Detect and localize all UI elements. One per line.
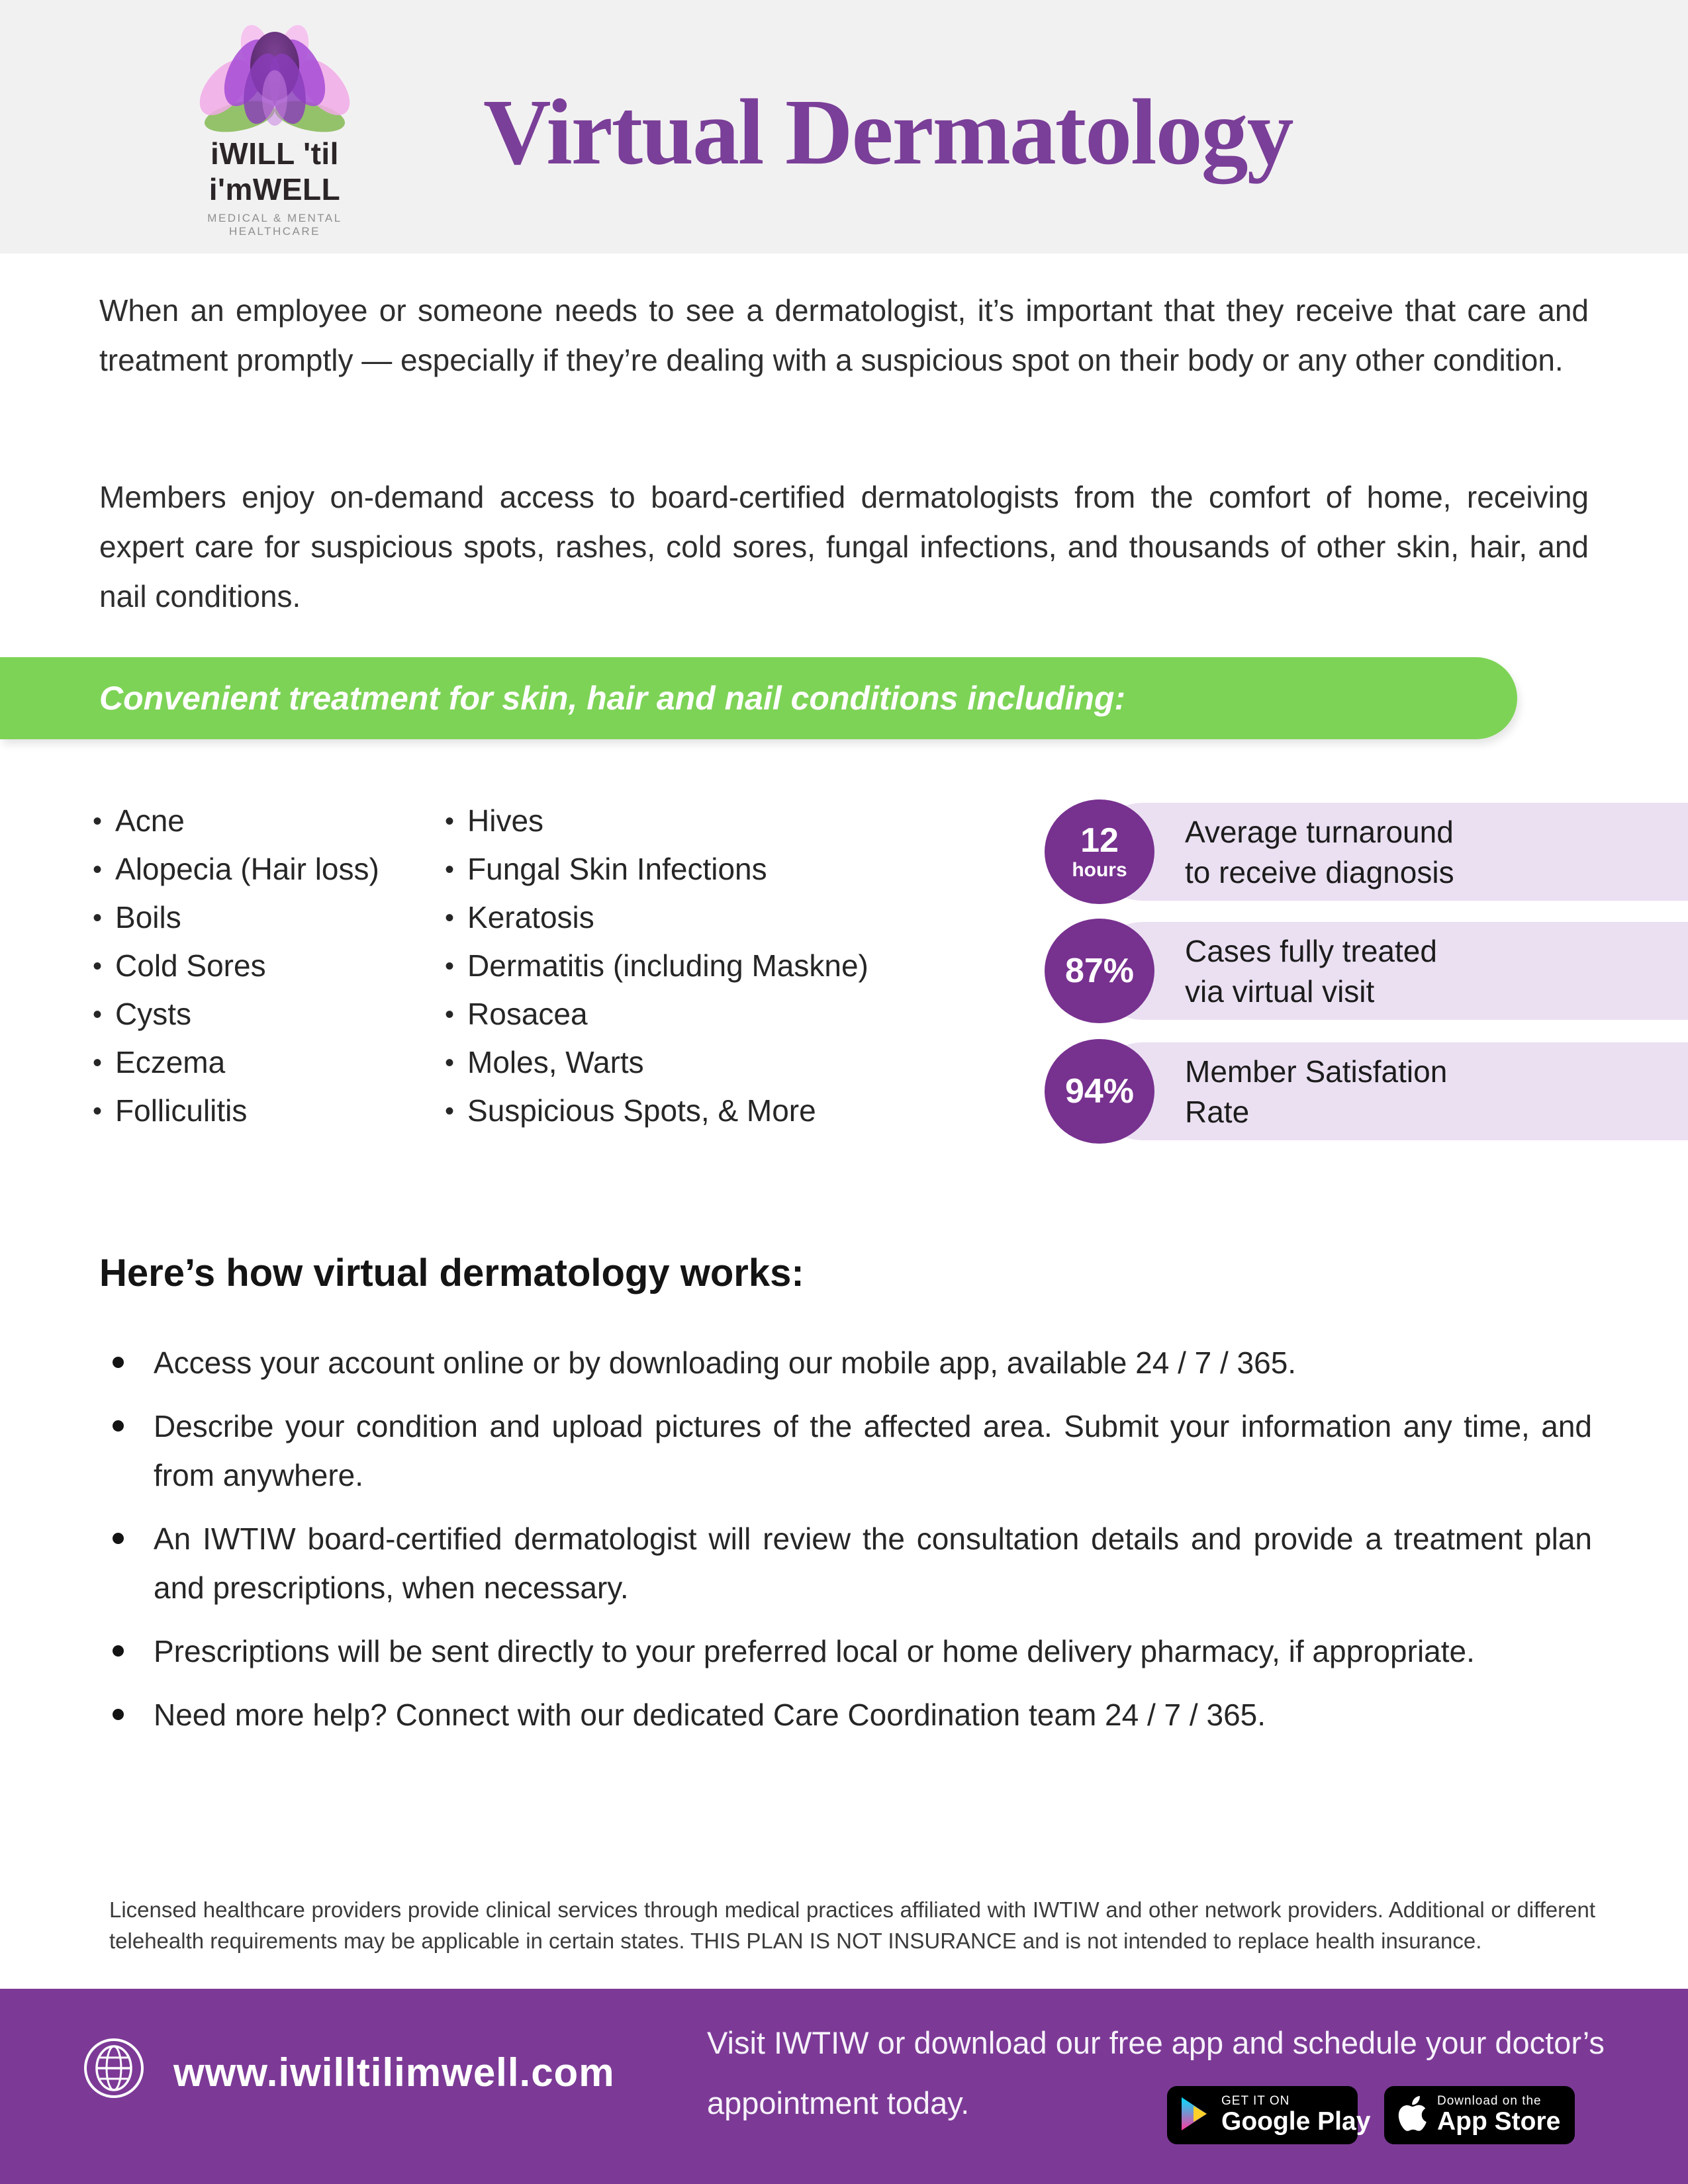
stat-satisfaction — [1045, 1039, 1688, 1145]
condition-item: • Alopecia (Hair loss) — [93, 846, 379, 894]
stat-treated — [1045, 919, 1688, 1024]
apple-icon — [1397, 2096, 1427, 2135]
store-badges — [1167, 2086, 1575, 2144]
stat-line-1: Cases fully treated — [1185, 934, 1437, 968]
intro-paragraph-2: Members enjoy on-demand access to board-certified dermatologists from the comfort of home, receiving expert care for suspicious spots, rashes, cold sores, fungal infections, and thousands of other skin, hair, and nail conditions. — [99, 480, 1589, 614]
condition-item: • Acne — [93, 797, 379, 846]
how-step: An IWTIW board-certified dermatologist will review the consultation details and provide a treatment plan and prescriptions, when necessary. — [106, 1514, 1592, 1612]
how-it-works-heading: Here’s how virtual dermatology works: — [99, 1251, 804, 1295]
how-step: Prescriptions will be sent directly to your preferred local or home delivery pharmacy, if appropriate. — [106, 1627, 1592, 1676]
stat-badge — [1045, 799, 1154, 904]
stat-line-2: to receive diagnosis — [1185, 855, 1454, 889]
legal-disclaimer: Licensed healthcare providers provide clinical services through medical practices affiliated with IWTIW and other network providers. Additional or different telehealth requirements may be applicable in certain states. THIS PLAN IS NOT INSURANCE and is not intended to replace health insurance. — [109, 1897, 1595, 1953]
condition-item: • Boils — [93, 894, 379, 942]
condition-item: • Hives — [445, 797, 868, 846]
stat-description — [1185, 812, 1454, 893]
globe-icon — [83, 2037, 145, 2103]
condition-item: • Cysts — [93, 991, 379, 1039]
condition-item: • Dermatitis (including Maskne) — [445, 942, 868, 991]
condition-item: • Keratosis — [445, 894, 868, 942]
stat-value: 87% — [1064, 951, 1135, 990]
stat-line-2: via virtual visit — [1185, 974, 1375, 1009]
conditions-banner — [0, 657, 1517, 739]
google-play-badge[interactable] — [1167, 2086, 1371, 2144]
page-title: Virtual Dermatology — [483, 79, 1293, 184]
app-store-badge[interactable] — [1384, 2086, 1575, 2144]
condition-item: • Suspicious Spots, & More — [445, 1087, 868, 1136]
condition-item: • Eczema — [93, 1039, 379, 1087]
footer-bar — [0, 1989, 1688, 2184]
stat-turnaround — [1045, 799, 1688, 905]
conditions-banner-text: Convenient treatment for skin, hair and nail conditions including: — [99, 680, 1126, 717]
brand-name: iWILL 'til i'mWELL — [209, 136, 341, 206]
google-play-label: Google Play — [1221, 2107, 1371, 2136]
condition-item: • Rosacea — [445, 991, 868, 1039]
app-store-tagline: Download on the — [1437, 2093, 1542, 2108]
conditions-column-1 — [93, 797, 379, 1136]
lotus-logo-icon — [199, 124, 351, 135]
stats-panel — [1045, 799, 1688, 1147]
stat-description — [1185, 1052, 1447, 1132]
website-link[interactable]: www.iwilltilimwell.com — [173, 2050, 615, 2095]
how-it-works-list — [106, 1338, 1592, 1754]
stat-line-2: Rate — [1185, 1095, 1250, 1129]
stat-description — [1185, 931, 1437, 1012]
stat-value: 94% — [1064, 1071, 1135, 1111]
company-logo — [169, 19, 381, 238]
how-step: Access your account online or by downloading our mobile app, available 24 / 7 / 365. — [106, 1338, 1592, 1387]
condition-item: • Moles, Warts — [445, 1039, 868, 1087]
app-store-label: App Store — [1437, 2107, 1561, 2136]
google-play-tagline: GET IT ON — [1221, 2093, 1290, 2108]
conditions-column-2 — [445, 797, 868, 1136]
header-band — [0, 0, 1688, 253]
stat-line-1: Member Satisfation — [1185, 1054, 1448, 1089]
condition-item: • Fungal Skin Infections — [445, 846, 868, 894]
footer-cta-text: Visit IWTIW or download our free app and schedule your doctor’s appointment today. — [707, 2025, 1605, 2120]
stat-badge — [1045, 1039, 1154, 1144]
intro-paragraph-1: When an employee or someone needs to see a dermatologist, it’s important that they receive that care and treatment promptly — especially if they’re dealing with a suspicious spot on their body or any other condition. — [99, 293, 1589, 377]
stat-line-1: Average turnaround — [1185, 815, 1454, 849]
how-step: Need more help? Connect with our dedicated Care Coordination team 24 / 7 / 365. — [106, 1690, 1592, 1739]
brand-tagline: MEDICAL & MENTAL HEALTHCARE — [207, 212, 342, 238]
stat-unit: hours — [1072, 858, 1127, 881]
how-step: Describe your condition and upload pictures of the affected area. Submit your information any time, and from anywhere. — [106, 1402, 1592, 1500]
stat-badge — [1045, 919, 1154, 1023]
condition-item: • Cold Sores — [93, 942, 379, 991]
condition-item: • Folliculitis — [93, 1087, 379, 1136]
stat-value: 12 — [1080, 821, 1119, 860]
google-play-icon — [1180, 2097, 1211, 2134]
